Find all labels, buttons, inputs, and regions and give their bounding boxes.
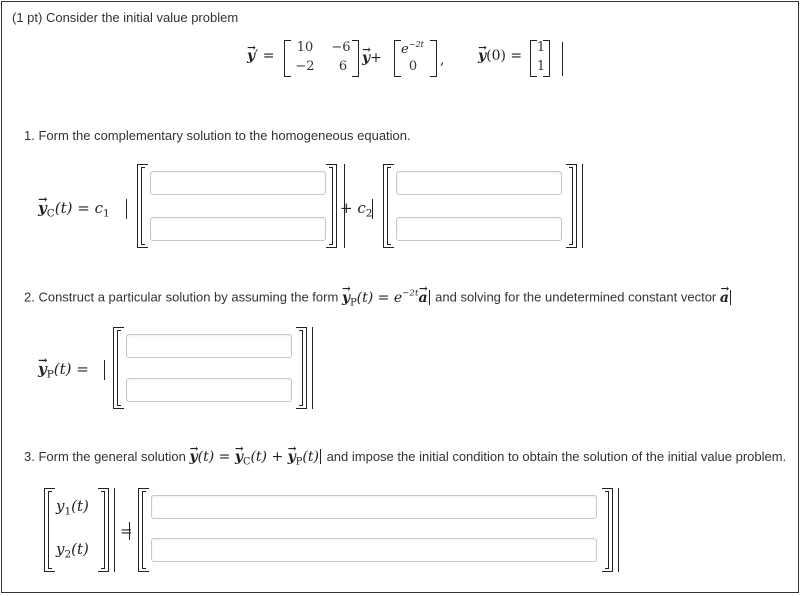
c2-vector-bracket-right — [566, 164, 577, 248]
ic-arg: (0) = — [486, 48, 523, 64]
c2-vector-top-input[interactable] — [396, 171, 562, 195]
y2-arg: (t) — [71, 540, 89, 558]
c2-vector-divider — [582, 164, 583, 248]
matrix-bracket-left — [284, 40, 291, 77]
initial-condition — [478, 48, 522, 64]
yc-arg: (t) = — [54, 199, 90, 217]
solution-top-input[interactable] — [151, 495, 597, 519]
part3-yc-arg: (t) + — [250, 449, 284, 465]
part2-form-arg: (t) = — [356, 289, 390, 306]
y2-letter: y — [56, 540, 65, 558]
part3-prompt-end: and impose the initial condition to obtain the solution of the initial value problem. — [326, 449, 787, 464]
ic-bracket-right — [543, 40, 550, 77]
y1-sub: 1 — [64, 505, 72, 518]
sol-lhs-bracket-left — [44, 488, 55, 572]
y-vector-symbol-2: → y — [362, 50, 370, 66]
part3-y-arg: (t) = — [197, 449, 231, 465]
part2-prompt-start: 2. Construct a particular solution by assuming the form — [24, 289, 339, 305]
part2-prompt — [24, 288, 731, 308]
forcing-bracket-left — [394, 40, 401, 77]
sol-rhs-bracket-right — [602, 488, 613, 572]
plus-sign: + — [370, 50, 382, 66]
c2-cursor — [372, 199, 373, 219]
yc-label — [38, 199, 110, 220]
part2-form-y: → y — [342, 290, 350, 306]
c2-label — [340, 199, 372, 220]
part3-yp-arg: (t) — [302, 449, 319, 465]
matrix-a22: 6 — [338, 59, 348, 74]
part2-form — [342, 290, 428, 306]
yp-cursor — [104, 360, 105, 380]
yc-symbol: → y — [38, 199, 47, 217]
c2-letter: c — [357, 199, 366, 217]
part3-y: → y — [190, 449, 198, 465]
part3-yp: → y — [288, 449, 296, 465]
part3-yc: → y — [235, 449, 243, 465]
ic-cursor — [562, 42, 563, 76]
part2-form-e: e — [393, 289, 403, 306]
part2-prompt-end: and solving for the undetermined constant vector — [435, 289, 717, 305]
prime-equals: ′ = — [255, 48, 275, 64]
sol-equals: = — [120, 522, 133, 540]
sol-lhs-divider — [114, 488, 115, 572]
sol-lhs-bracket-right — [98, 488, 109, 572]
c2-vector-bottom-input[interactable] — [396, 217, 562, 241]
c1-vector-top-input[interactable] — [150, 171, 326, 195]
yp-vector-bracket-right — [296, 327, 307, 409]
part2-form-y-sub: P — [350, 296, 357, 308]
y1-arg: (t) — [71, 497, 89, 515]
problem-header: (1 pt) Consider the initial value problem — [12, 10, 239, 25]
sol-rhs-divider — [618, 488, 619, 572]
matrix-bracket-right — [352, 40, 359, 77]
forcing-exp — [401, 40, 424, 57]
yp-arg: (t) = — [53, 360, 89, 378]
ode-y-plus — [362, 50, 382, 66]
c1-vector-bracket-right — [326, 164, 337, 248]
exp-base: e — [401, 42, 409, 58]
ode-equation — [247, 48, 275, 64]
c1-letter: c — [94, 199, 104, 217]
c1-vector-bottom-input[interactable] — [150, 217, 326, 241]
part3-prompt-start: 3. Form the general solution — [24, 449, 186, 464]
matrix-a12: −6 — [331, 40, 351, 55]
part3-yc-sub: C — [242, 456, 251, 468]
y2-sub: 2 — [64, 548, 72, 561]
ic-value-1: 1 — [536, 40, 546, 55]
yp-vector-bracket-left — [113, 327, 124, 409]
forcing-bracket-right — [430, 40, 437, 77]
matrix-a21: −2 — [295, 59, 315, 74]
c2-sub: 2 — [365, 207, 373, 220]
y-vector-symbol: → y — [247, 48, 255, 64]
part1-prompt: 1. Form the complementary solution to the homogeneous equation. — [24, 128, 411, 143]
y1-letter: y — [56, 497, 65, 515]
c1-vector-bracket-left — [137, 164, 148, 248]
sol-cursor — [129, 522, 130, 540]
part2-form-power: −2t — [402, 288, 419, 298]
exp-power: −2t — [408, 40, 424, 49]
part3-yp-sub: P — [295, 456, 303, 468]
yp-vector-bottom-input[interactable] — [126, 378, 292, 402]
yp-vector-top-input[interactable] — [126, 334, 292, 358]
comma: , — [440, 52, 445, 68]
yp-vector-divider — [312, 327, 313, 409]
c1-sub: 1 — [103, 207, 110, 220]
yp-label — [38, 360, 89, 381]
forcing-zero: 0 — [408, 59, 418, 74]
yp-sub: P — [46, 368, 54, 381]
y1-label — [56, 497, 89, 518]
y-vector-symbol-3: → y — [478, 48, 486, 64]
c2-vector-bracket-left — [383, 164, 394, 248]
part2-cursor-end — [730, 290, 731, 305]
matrix-a11: 10 — [296, 40, 314, 55]
part3-equation — [189, 449, 319, 468]
sol-rhs-bracket-left — [138, 488, 149, 572]
c2-plus: + — [340, 199, 353, 217]
vector-a-symbol: → a — [720, 290, 729, 306]
yc-sub: C — [46, 207, 55, 220]
y2-label — [56, 540, 89, 561]
part2-cursor — [429, 290, 430, 305]
yp-symbol: → y — [38, 360, 47, 378]
part2-form-a: → a — [418, 290, 427, 306]
solution-bottom-input[interactable] — [151, 538, 597, 562]
c1-cursor — [126, 199, 127, 219]
part3-cursor — [320, 449, 321, 464]
ic-value-2: 1 — [536, 59, 546, 74]
part3-prompt — [24, 449, 786, 467]
